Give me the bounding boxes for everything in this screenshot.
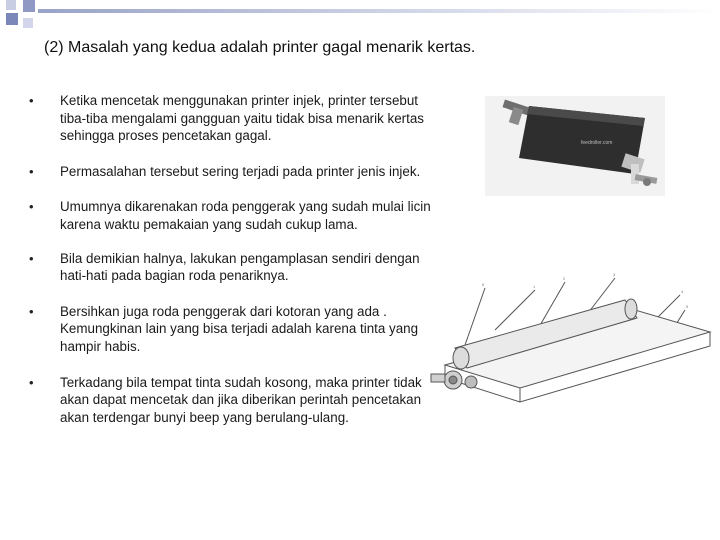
svg-text:1: 1 [533,284,536,289]
list-item [26,250,436,285]
bullet-dot-icon: • [29,303,34,319]
bullet-dot-icon: • [29,374,34,390]
bullet-text: Terkadang bila tempat tinta sudah kosong, maka printer tidak akan dapat mencetak dan jika diberikan perintah pencetakan akan terdengar bunyi beep yang berulang-ulang. [60,374,422,425]
photo-watermark: feedroller.com [581,140,613,146]
bullet-text: Umumnya dikarenakan roda penggerak yang sudah mulai licin karena waktu pemakaian yang sudah cukup lama. [60,199,431,232]
svg-text:5: 5 [686,304,689,309]
svg-text:6: 6 [482,282,485,287]
bullet-text: Bila demikian halnya, lakukan pengamplasan sendiri dengan hati-hati pada bagian roda penariknya. [60,250,420,284]
bullet-text: Ketika mencetak menggunakan printer injek, printer tersebut tiba-tiba mengalami gangguan yaitu tidak bisa menarik kertas sehingga proses pencetakan gagal. [60,93,424,144]
list-item [26,163,436,181]
bullet-list [26,92,436,426]
list-item [26,374,436,427]
svg-text:3: 3 [613,272,616,277]
header-decoration [0,0,720,40]
list-item [26,303,436,356]
bullet-dot-icon: • [29,163,34,179]
roller-assembly-diagram [425,270,720,420]
slide-title: (2) Masalah yang kedua adalah printer gagal menarik kertas. [44,39,476,56]
bullet-dot-icon: • [29,199,34,215]
list-item [26,198,436,233]
feed-roller-photo [485,96,665,196]
bullet-dot-icon: • [29,93,34,108]
svg-text:2: 2 [563,276,566,281]
bullet-dot-icon: • [29,250,34,266]
bullet-text: Permasalahan tersebut sering terjadi pada printer jenis injek. [60,163,421,179]
list-item [26,92,436,145]
bullet-text: Bersihkan juga roda penggerak dari kotoran yang ada . Kemungkinan lain yang bisa terjadi adalah karena tinta yang hampir habis. [60,303,419,354]
svg-text:4: 4 [681,289,684,294]
